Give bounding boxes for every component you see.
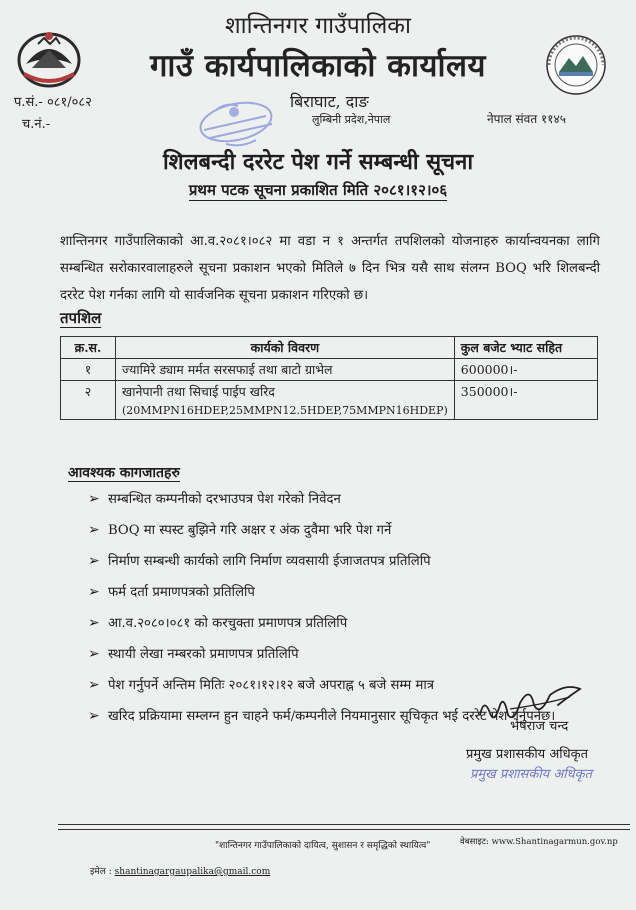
notice-body: शान्तिनगर गाउँपालिकाको आ.व.२०८१।०८२ मा वडा न १ अन्तर्गत तपशिलको योजनाहरु कार्यान्वयनका लागि सम्बन्धित सरोकारवालाहरुले सूचना प्रकाशन भएको मितिले ७ दिन भित्र यसै साथ संलग्न BOQ भरि शिलबन्दी दररेट पेश गर्नका लागि यो सार्वजनिक सूचना प्रकाशन गरिएको छ। [60, 234, 600, 303]
list-item [88, 546, 608, 577]
document-item-text: निर्माण सम्बन्धी कार्यको लागि निर्माण व्यवसायी ईजाजतपत्र प्रतिलिपि [108, 554, 431, 569]
arrow-bullet-icon: ➢ [88, 708, 100, 724]
column-description: कार्यको विवरण [116, 337, 455, 359]
office-stamp-icon [186, 100, 282, 152]
document-item-text: फर्म दर्ता प्रमाणपत्रको प्रतिलिपि [108, 585, 255, 600]
table-row [61, 359, 598, 381]
footer-divider-thin [58, 829, 630, 830]
schedule-heading-text: तपशिल [60, 309, 102, 327]
documents-heading-text: आवश्यक कागजातहरु [68, 465, 180, 481]
publish-date-text: प्रथम पटक सूचना प्रकाशित मिति २०८१।१२।०६ [188, 181, 448, 199]
row-budget: 350000।- [454, 381, 597, 420]
document-item-text: BOQ मा स्पस्ट बुझिने गरि अक्षर र अंक दुवैमा भरि पेश गर्ने [108, 523, 392, 538]
document-item-text: खरिद प्रक्रियामा सम्लग्न हुन चाहने फर्म/कम्पनीले नियमानुसार सूचिकृत भई दररेट पेश गर्नुपर्नेछ। [108, 709, 556, 724]
table-header-row [61, 337, 598, 359]
table-row [61, 381, 598, 420]
arrow-bullet-icon: ➢ [88, 646, 100, 662]
list-item [88, 515, 608, 546]
email-label: इमेल : [90, 867, 112, 877]
nepal-samvat-year: नेपाल संवत ११४५ [487, 112, 566, 126]
office-name: गाउँ कार्यपालिकाको कार्यालय [149, 48, 487, 84]
dispatch-number: च.नं.- [22, 117, 51, 132]
row-description-sub: (20MMPN16HDEP,25MMPN12.5HDEP,75MMPN16HDEP) [122, 404, 448, 417]
address-line-2: लुम्बिनी प्रदेश,नेपाल [312, 113, 391, 126]
publish-date-line [0, 180, 636, 200]
document-item-text: आ.व.२०८०।०८१ को करचुक्ता प्रमाणपत्र प्रतिलिपि [108, 616, 348, 631]
column-budget: कुल बजेट भ्याट सहित [454, 337, 597, 359]
list-item [88, 484, 608, 515]
arrow-bullet-icon: ➢ [88, 522, 100, 538]
list-item [88, 577, 608, 608]
list-item [88, 608, 608, 639]
footer-divider [58, 824, 630, 825]
footer-slogan: "शान्तिनगर गाउँपालिकाको दायित्व, सुशासन र समृद्धिको स्थायित्व" [215, 841, 431, 851]
arrow-bullet-icon: ➢ [88, 584, 100, 600]
notice-title: शिलबन्दी दररेट पेश गर्ने सम्बन्धी सूचना [162, 149, 474, 175]
arrow-bullet-icon: ➢ [88, 677, 100, 693]
list-item [88, 639, 608, 670]
website-label: वेबसाइट: [460, 837, 489, 847]
arrow-bullet-icon: ➢ [88, 553, 100, 569]
email-link[interactable]: shantinagargaupalika@gmail.com [114, 867, 271, 877]
address-line-1: बिराघाट, दाङ [290, 92, 369, 111]
arrow-bullet-icon: ➢ [88, 615, 100, 631]
signatory-name: भेषराज चन्द [510, 719, 569, 734]
column-serial: क्र.स. [61, 337, 116, 359]
website-link[interactable]: www.Shantinagarmun.gov.np [491, 837, 618, 847]
document-item-text: पेश गर्नुपर्ने अन्तिम मितिः २०८१।१२।१२ बजे अपराह्न ५ बजे सम्म मात्र [108, 678, 435, 693]
row-description: ज्यामिरे ड्याम मर्मत सरसफाई तथा बाटो ग्राभेल [116, 359, 455, 381]
row-serial: २ [61, 381, 116, 420]
row-description: खानेपानी तथा सिचाई पाईप खरिद [122, 384, 275, 399]
municipality-name: शान्तिनगर गाउँपालिका [225, 13, 411, 39]
footer-email [90, 864, 270, 877]
row-budget: 600000।- [454, 359, 597, 381]
document-item-text: स्थायी लेखा नम्बरको प्रमाणपत्र प्रतिलिपि [108, 647, 299, 662]
arrow-bullet-icon: ➢ [88, 491, 100, 507]
documents-heading [68, 463, 180, 482]
reference-number: प.सं.- ०८१/०८२ [14, 95, 92, 110]
document-item-text: सम्बन्धित कम्पनीको दरभाउपत्र पेश गरेको निवेदन [108, 492, 341, 507]
schedule-heading [60, 308, 101, 328]
works-table [60, 336, 598, 420]
signatory-title: प्रमुख प्रशासकीय अधिकृत [466, 747, 589, 762]
row-serial: १ [61, 359, 116, 381]
row-description-cell [116, 381, 455, 420]
footer-website [460, 836, 618, 847]
signatory-stamp: प्रमुख प्रशासकीय अधिकृत [470, 767, 593, 782]
